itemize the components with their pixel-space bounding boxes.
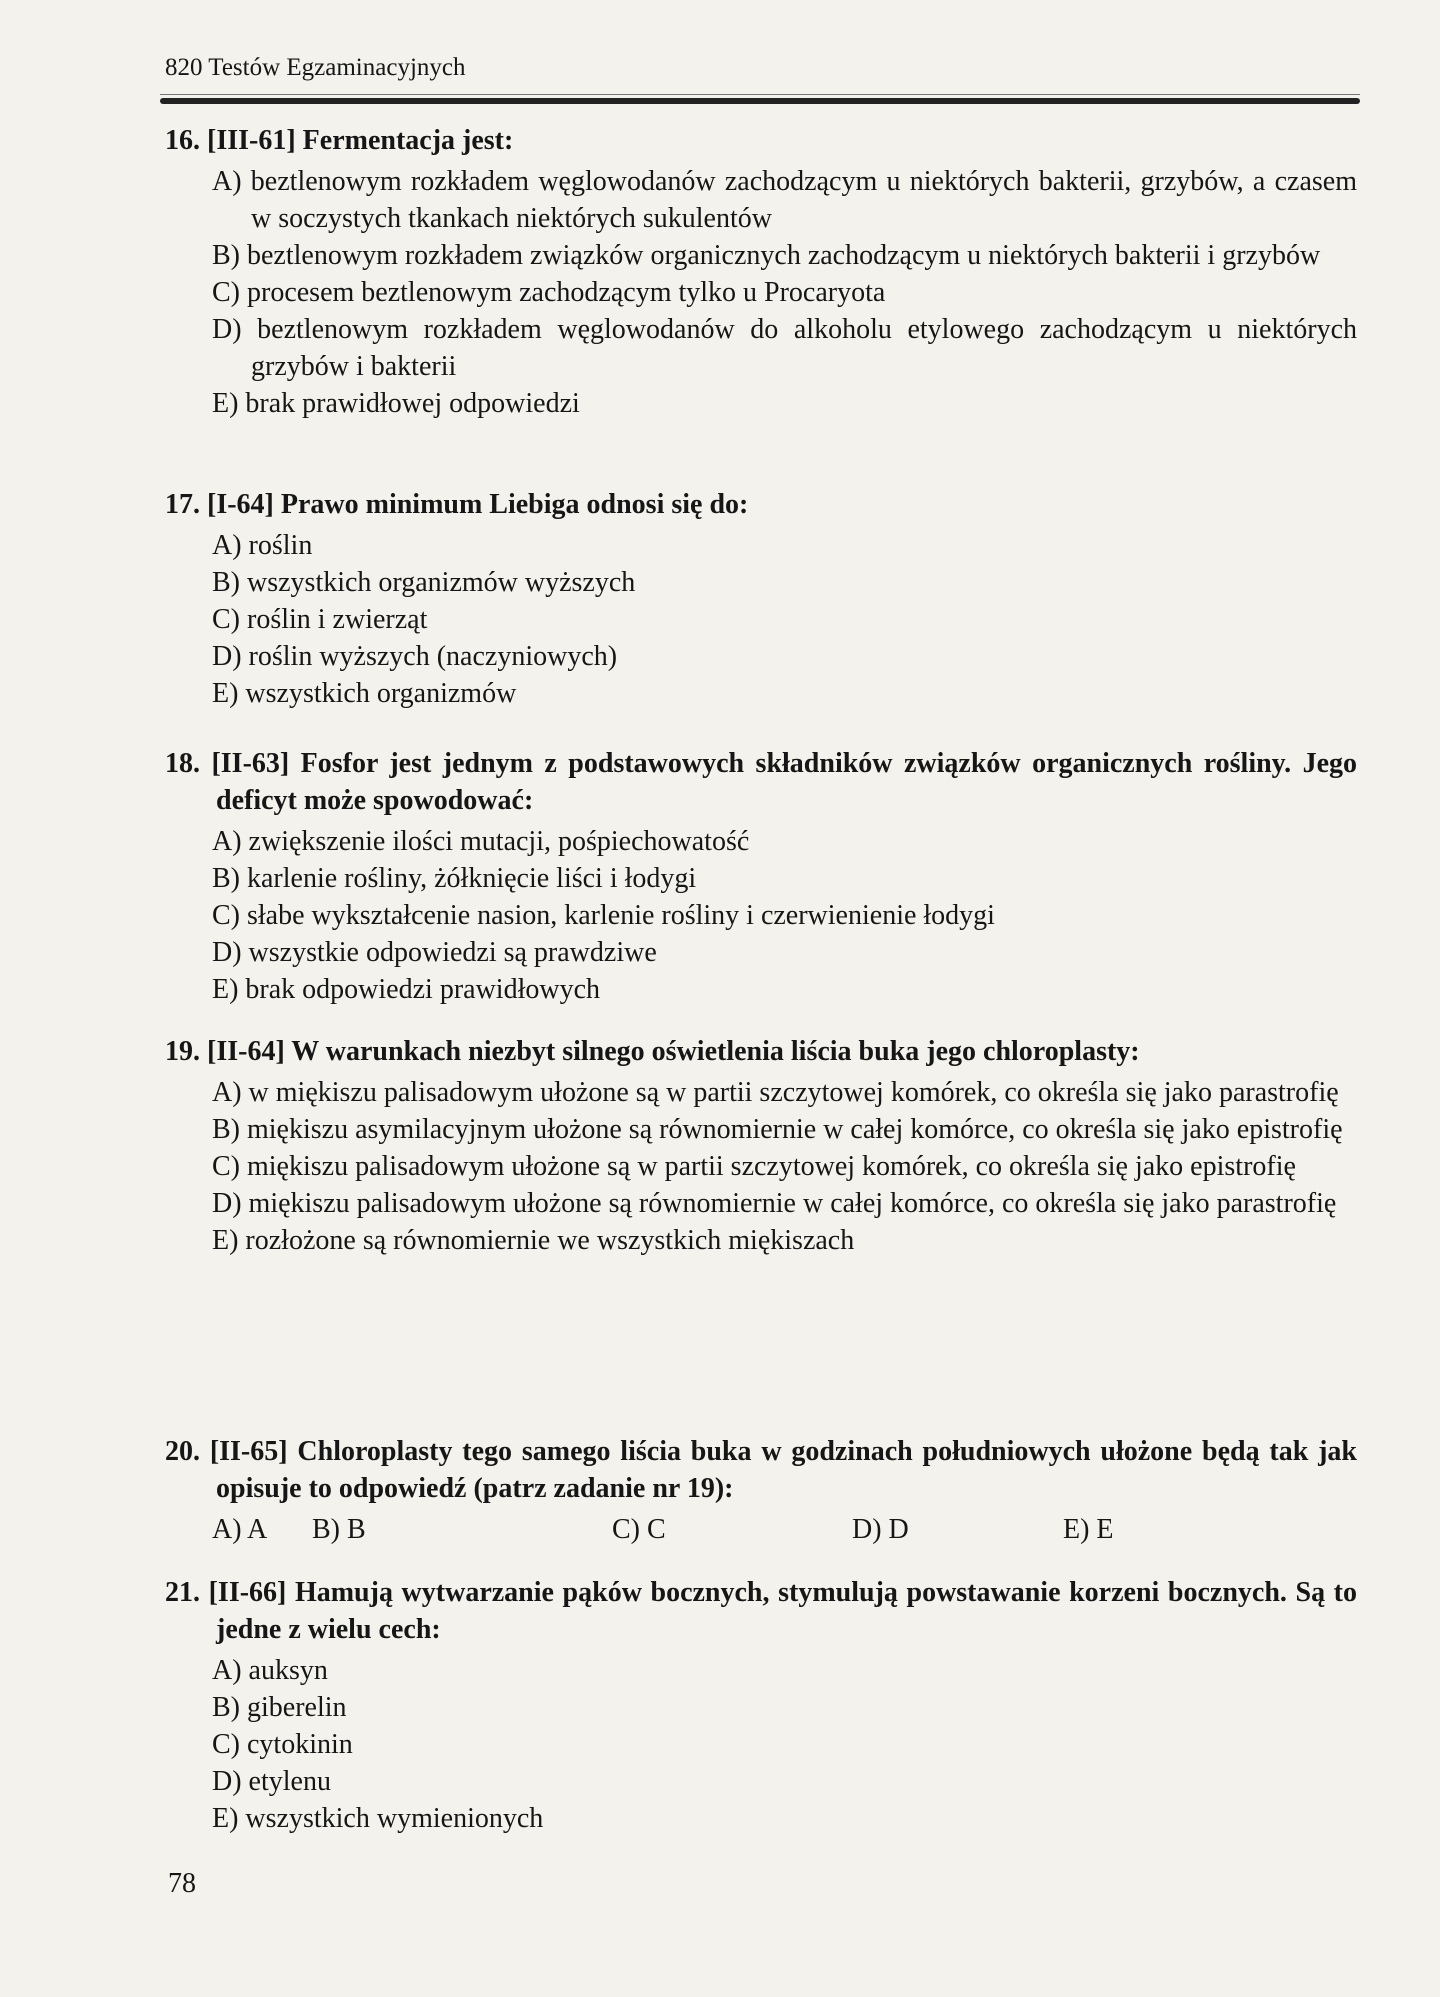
answer-option-b: B) beztlenowym rozkładem związków organicznych zachodzącym u niektórych bakterii i grzybów <box>212 240 1321 271</box>
question-16 <box>165 122 1357 422</box>
answer-option-e: E) E <box>1063 1514 1114 1545</box>
answer-option-e: E) wszystkich organizmów <box>212 678 517 709</box>
answer-option-b: B) miękiszu asymilacyjnym ułożone są równomiernie w całej komórce, co określa się jako epistrofię <box>212 1114 1343 1145</box>
question-title: 16. [III-61] Fermentacja jest: <box>165 125 514 156</box>
answer-option-e: E) rozłożone są równomiernie we wszystkich miękiszach <box>212 1225 855 1256</box>
answer-option-a: A) roślin <box>212 530 313 561</box>
question-title: 21. [II-66] Hamują wytwarzanie pąków bocznych, stymulują powstawanie korzeni bocznych. Są to jedne z wielu cech: <box>165 1577 1357 1645</box>
answer-option-d: D) miękiszu palisadowym ułożone są równomiernie w całej komórce, co określa się jako parastrofię <box>212 1188 1337 1219</box>
question-18 <box>165 745 1357 1008</box>
answer-option-e: E) wszystkich wymienionych <box>212 1803 544 1834</box>
answer-option-c: C) miękiszu palisadowym ułożone są w partii szczytowej komórek, co określa się jako epistrofię <box>212 1151 1296 1182</box>
running-header: 820 Testów Egzaminacyjnych <box>165 54 466 81</box>
answer-option-c: C) słabe wykształcenie nasion, karlenie rośliny i czerwienienie łodygi <box>212 900 995 931</box>
answer-option-c: C) procesem beztlenowym zachodzącym tylko u Procaryota <box>212 277 886 308</box>
question-title: 19. [II-64] W warunkach niezbyt silnego oświetlenia liścia buka jego chloroplasty: <box>165 1036 1140 1067</box>
answer-option-a: A) w miękiszu palisadowym ułożone są w partii szczytowej komórek, co określa się jako parastrofię <box>212 1077 1339 1108</box>
answer-option-a: A) auksyn <box>212 1655 328 1686</box>
answer-option-d: D) wszystkie odpowiedzi są prawdziwe <box>212 937 657 968</box>
answer-option-a: A) beztlenowym rozkładem węglowodanów zachodzącym u niektórych bakterii, grzybów, a czasem w soczystych tkankach niektórych sukulentów <box>212 166 1357 234</box>
answer-option-b: B) wszystkich organizmów wyższych <box>212 567 636 598</box>
answer-option-c: C) C <box>612 1514 666 1545</box>
question-title: 17. [I-64] Prawo minimum Liebiga odnosi się do: <box>165 489 749 520</box>
question-21 <box>165 1574 1357 1837</box>
answer-options-row <box>212 1511 1357 1548</box>
page-number: 78 <box>168 1868 196 1899</box>
answer-option-a: A) A <box>212 1514 268 1545</box>
answer-option-e: E) brak odpowiedzi prawidłowych <box>212 974 600 1005</box>
answer-option-a: A) zwiększenie ilości mutacji, pośpiechowatość <box>212 826 750 857</box>
question-title: 18. [II-63] Fosfor jest jednym z podstawowych składników związków organicznych rośliny. Jego deficyt może spowodować: <box>165 748 1357 816</box>
answer-option-b: B) giberelin <box>212 1692 347 1723</box>
question-19 <box>165 1033 1357 1259</box>
header-rule <box>160 98 1360 104</box>
answer-option-d: D) D <box>852 1514 909 1545</box>
question-20 <box>165 1433 1357 1548</box>
answer-option-c: C) roślin i zwierząt <box>212 604 428 635</box>
answer-option-b: B) B <box>312 1514 366 1545</box>
question-17 <box>165 486 1357 712</box>
answer-option-e: E) brak prawidłowej odpowiedzi <box>212 388 580 419</box>
answer-option-c: C) cytokinin <box>212 1729 353 1760</box>
answer-option-b: B) karlenie rośliny, żółknięcie liści i łodygi <box>212 863 697 894</box>
question-title: 20. [II-65] Chloroplasty tego samego liścia buka w godzinach południowych ułożone będą tak jak opisuje to odpowiedź (patrz zadanie nr 19): <box>165 1436 1357 1504</box>
answer-option-d: D) etylenu <box>212 1766 331 1797</box>
answer-option-d: D) beztlenowym rozkładem węglowodanów do alkoholu etylowego zachodzącym u niektórych grzybów i bakterii <box>212 314 1357 382</box>
answer-option-d: D) roślin wyższych (naczyniowych) <box>212 641 618 672</box>
header-rule-thin <box>160 94 1360 95</box>
